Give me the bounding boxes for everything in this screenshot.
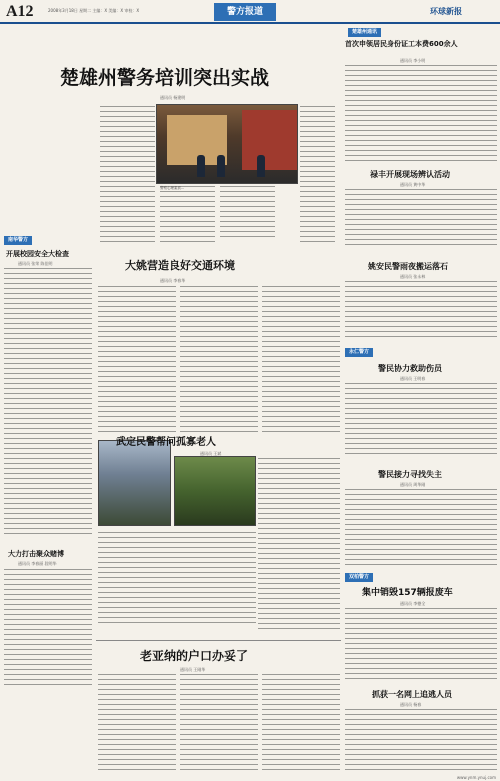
mid-text-3a bbox=[98, 672, 176, 772]
right-top-label: 楚雄州通讯 bbox=[348, 28, 381, 37]
newspaper-brand: 环球新报 bbox=[430, 7, 462, 16]
right-s4-label: 永仁警方 bbox=[345, 348, 373, 357]
right-s2-headline: 禄丰开展现场辨认活动 bbox=[370, 170, 450, 179]
mid-text-3c bbox=[262, 672, 340, 772]
left-story1-byline: 通讯员 张荣 陈佳明 bbox=[18, 261, 53, 266]
photo-person bbox=[197, 155, 205, 177]
left-section-label: 南华警方 bbox=[4, 236, 32, 245]
main-photo-caption: 警察心理素质... bbox=[160, 186, 185, 190]
right-s3-byline: 通讯员 张永林 bbox=[400, 274, 426, 279]
photo-person bbox=[217, 155, 225, 177]
left-story2-title: 大力打击聚众赌博 bbox=[8, 550, 64, 558]
right-s5-headline: 警民接力寻找失主 bbox=[378, 470, 442, 479]
mid-text-2b bbox=[98, 530, 256, 626]
right-s4-text bbox=[345, 381, 497, 456]
right-s4-byline: 通讯员 王明春 bbox=[400, 376, 426, 381]
right-s6-label: 双柏警方 bbox=[345, 573, 373, 582]
photo-person bbox=[257, 155, 265, 177]
main-photo bbox=[156, 104, 298, 184]
mid-photo-1 bbox=[98, 440, 171, 526]
left-story2-text bbox=[4, 567, 92, 685]
right-s3-headline: 姚安民警雨夜搬运落石 bbox=[368, 262, 448, 271]
main-article-text-col1 bbox=[100, 104, 155, 244]
mid-headline-1: 大姚营造良好交通环境 bbox=[125, 259, 235, 272]
left-story1-text bbox=[4, 266, 92, 536]
page-number: A12 bbox=[6, 3, 34, 20]
mid-byline-3: 通讯员 王刚华 bbox=[180, 667, 206, 672]
right-s7-byline: 通讯员 杨春 bbox=[400, 702, 422, 707]
column-title: 警方报道 bbox=[214, 3, 276, 21]
page-header bbox=[0, 0, 500, 24]
mid-text-1a bbox=[98, 284, 176, 434]
main-article-text-col4 bbox=[300, 104, 335, 244]
photo-building-2 bbox=[242, 110, 297, 170]
right-top-text bbox=[345, 63, 497, 163]
right-top-headline: 首次申领居民身份证工本费600余人 bbox=[345, 40, 458, 48]
mid-text-3b bbox=[180, 672, 258, 772]
right-s2-text bbox=[345, 187, 497, 247]
left-story1-title: 开展校园安全大检查 bbox=[6, 250, 69, 258]
mid-photo-2 bbox=[174, 456, 256, 526]
mid-byline-1: 通讯员 李春华 bbox=[160, 278, 186, 283]
mid-text-2a bbox=[258, 456, 340, 632]
right-top-byline: 通讯员 李小明 bbox=[400, 58, 426, 63]
divider bbox=[96, 640, 341, 641]
mid-headline-3: 老亚纳的户口办妥了 bbox=[140, 649, 249, 663]
right-s3-text bbox=[345, 279, 497, 339]
right-s2-byline: 通讯员 黄中华 bbox=[400, 182, 426, 187]
mid-text-1b bbox=[180, 284, 258, 434]
right-s6-byline: 通讯员 李德全 bbox=[400, 601, 426, 606]
mid-byline-2: 通讯员 王斌 bbox=[200, 451, 222, 456]
right-s6-headline: 集中销毁157辆报废车 bbox=[362, 588, 453, 598]
right-s6-text bbox=[345, 606, 497, 680]
main-headline: 楚雄州警务培训突出实战 bbox=[60, 67, 270, 89]
right-s5-byline: 通讯员 周华刚 bbox=[400, 482, 426, 487]
mid-headline-2: 武定民警帮问孤寡老人 bbox=[116, 437, 216, 448]
right-s7-text bbox=[345, 707, 497, 773]
right-s7-headline: 抓获一名网上追逃人员 bbox=[372, 690, 452, 699]
header-meta: 2008年3月18日 星期二 主编：X 美编：X 审校：X bbox=[48, 8, 140, 13]
footer-watermark: www.ynm.ynuj.com bbox=[456, 775, 496, 780]
right-s5-text bbox=[345, 487, 497, 567]
mid-text-1c bbox=[262, 284, 340, 434]
right-s4-headline: 警民协力救助伤员 bbox=[378, 364, 442, 373]
main-byline: 通讯员 杨建明 bbox=[160, 95, 186, 100]
left-story2-byline: 通讯员 李春丽 段明华 bbox=[18, 561, 57, 566]
